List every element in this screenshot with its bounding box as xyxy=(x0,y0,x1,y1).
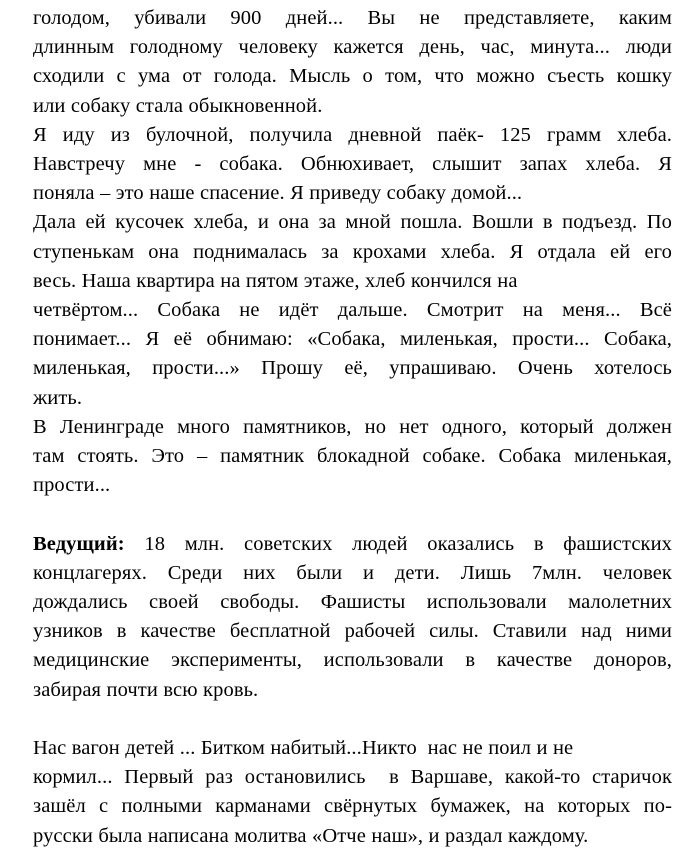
text-line: ступенькам она поднималась за крохами хлеба. Я отдала ей его xyxy=(33,240,672,263)
text-line: сходили с ума от голода. Мысль о том, что можно съесть кошку xyxy=(33,65,672,88)
text-line-remainder: 18 млн. советских людей оказались в фашистских xyxy=(124,532,672,555)
text-line: прости... xyxy=(33,474,111,497)
paragraph-blockade-dog-monument xyxy=(33,413,672,501)
paragraph-blockade-dog-story-part1 xyxy=(33,4,672,121)
text-line: Навстречу мне - собака. Обнюхивает, слышит запах хлеба. Я xyxy=(33,153,672,176)
text-line: В Ленинграде много памятников, но нет одного, который должен xyxy=(33,415,672,438)
document-text-body xyxy=(33,4,672,851)
paragraph-blockade-dog-story-part2 xyxy=(33,121,672,209)
paragraph-spacer xyxy=(33,705,672,734)
text-line: миленькая, прости...» Прошу её, упрашиваю. Очень хотелось xyxy=(33,357,672,380)
text-line: Дала ей кусочек хлеба, и она за мной пошла. Вошли в подъезд. По xyxy=(33,211,672,234)
text-line: русски была написана молитва «Отче наш», и раздал каждому. xyxy=(33,824,589,847)
text-line: или собаку стала обыкновенной. xyxy=(33,94,323,117)
text-line: весь. Наша квартира на пятом этаже, хлеб кончился на xyxy=(33,269,518,292)
speaker-label: Ведущий: xyxy=(33,532,125,555)
text-line: жить. xyxy=(33,386,83,409)
paragraph-train-of-children xyxy=(33,734,672,851)
paragraph-spacer xyxy=(33,500,672,529)
paragraph-host-concentration-camps xyxy=(33,530,672,705)
text-line: длинным голодному человеку кажется день, час, минута... люди xyxy=(33,36,672,59)
text-line: поняла – это наше спасение. Я приведу собаку домой... xyxy=(33,182,523,205)
text-line: медицинские эксперименты, использовали в качестве доноров, xyxy=(33,649,672,672)
text-line-with-speaker xyxy=(33,530,672,559)
text-line: Я иду из булочной, получила дневной паёк- 125 грамм хлеба. xyxy=(33,123,672,146)
text-line: голодом, убивали 900 дней... Вы не представляете, каким xyxy=(33,7,672,29)
text-line: забирая почти всю кровь. xyxy=(33,678,259,701)
text-line: кормил... Первый раз остановились в Варшаве, какой-то старичок xyxy=(33,766,672,789)
text-line: дождались своей свободы. Фашисты использовали малолетних xyxy=(33,591,672,614)
text-line: зашёл с полными карманами свёрнутых бумажек, на которых по- xyxy=(33,795,672,818)
text-line: четвёртом... Собака не идёт дальше. Смотрит на меня... Всё xyxy=(33,299,672,322)
text-line: понимает... Я её обнимаю: «Собака, миленькая, прости... Собака, xyxy=(33,328,672,351)
text-line: там стоять. Это – памятник блокадной собаке. Собака миленькая, xyxy=(33,445,672,468)
paragraph-blockade-dog-story-part3 xyxy=(33,208,672,412)
text-line: узников в качестве бесплатной рабочей силы. Ставили над ними xyxy=(33,620,672,643)
text-line: Нас вагон детей ... Битком набитый...Никто нас не поил и не xyxy=(33,737,574,760)
text-line: концлагерях. Среди них были и дети. Лишь 7млн. человек xyxy=(33,561,672,584)
